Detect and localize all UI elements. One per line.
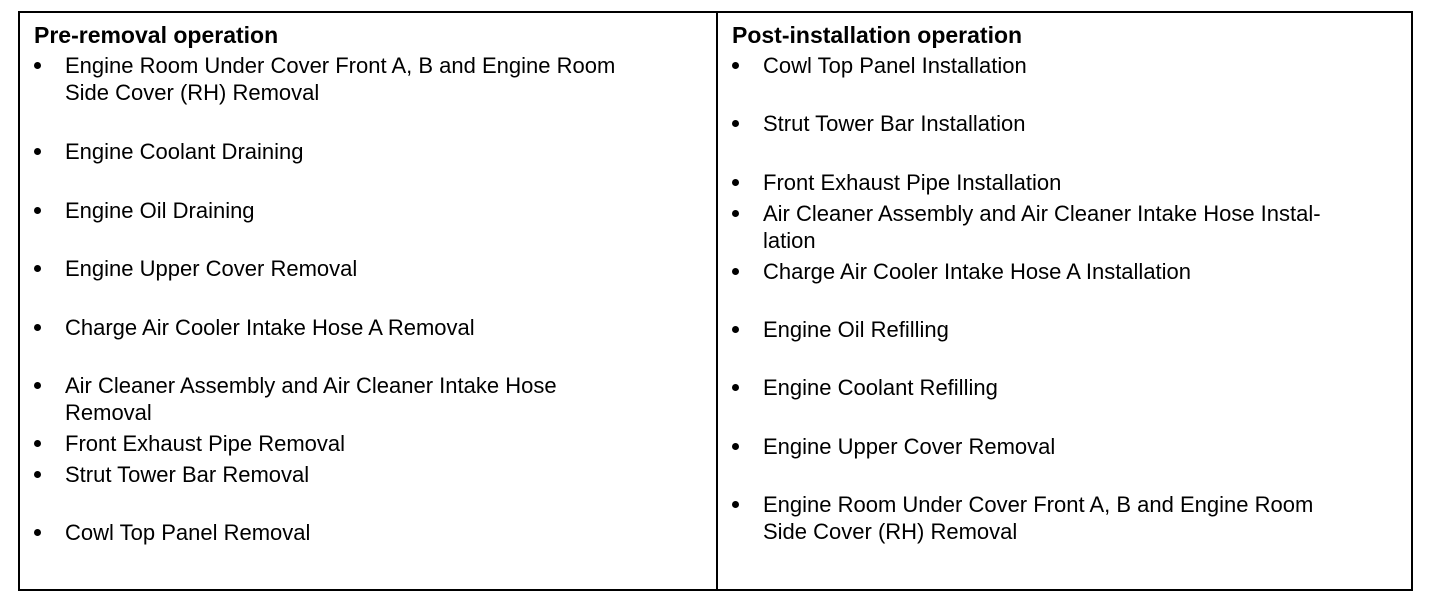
post-installation-item-4 — [732, 200, 1399, 254]
bullet-icon — [34, 148, 41, 155]
bullet-icon — [34, 62, 41, 69]
item-text: Air Cleaner Assembly and Air Cleaner Intake Hose — [65, 373, 557, 398]
item-text: Engine Room Under Cover Front A, B and Engine Room — [65, 53, 616, 78]
item-text: Charge Air Cooler Intake Hose A Removal — [65, 315, 475, 340]
bullet-icon — [34, 471, 41, 478]
bullet-icon — [34, 529, 41, 536]
pre-removal-item-4 — [34, 255, 704, 282]
item-text: Cowl Top Panel Removal — [65, 520, 311, 545]
post-installation-column — [718, 13, 1411, 589]
item-text: Strut Tower Bar Installation — [763, 111, 1026, 136]
pre-removal-item-2 — [34, 138, 704, 165]
post-installation-item-1 — [732, 52, 1399, 79]
bullet-icon — [732, 62, 739, 69]
bullet-icon — [732, 501, 739, 508]
operations-table — [18, 11, 1413, 591]
pre-removal-item-8 — [34, 461, 704, 488]
bullet-icon — [732, 268, 739, 275]
post-installation-heading: Post-installation operation — [732, 22, 1023, 48]
bullet-icon — [34, 207, 41, 214]
pre-removal-item-6 — [34, 372, 704, 426]
post-installation-item-3 — [732, 169, 1399, 196]
post-installation-item-2 — [732, 110, 1399, 137]
pre-removal-item-3 — [34, 197, 704, 224]
item-text: Engine Coolant Refilling — [763, 375, 998, 400]
bullet-icon — [732, 120, 739, 127]
pre-removal-item-7 — [34, 430, 704, 457]
pre-removal-item-9 — [34, 519, 704, 546]
item-text: Charge Air Cooler Intake Hose A Installation — [763, 259, 1192, 284]
bullet-icon — [34, 265, 41, 272]
item-text: Engine Coolant Draining — [65, 139, 304, 164]
bullet-icon — [34, 324, 41, 331]
bullet-icon — [732, 179, 739, 186]
item-text: Engine Room Under Cover Front A, B and Engine Room — [763, 492, 1314, 517]
item-text: Engine Upper Cover Removal — [763, 434, 1056, 459]
pre-removal-heading: Pre-removal operation — [34, 22, 279, 48]
pre-removal-column — [20, 13, 716, 589]
item-text: Cowl Top Panel Installation — [763, 53, 1027, 78]
item-text: Engine Oil Draining — [65, 198, 255, 223]
post-installation-item-6 — [732, 316, 1399, 343]
item-text: Strut Tower Bar Removal — [65, 462, 310, 487]
item-text-continued: Removal — [65, 400, 152, 425]
item-text-continued: lation — [763, 228, 816, 253]
post-installation-item-9 — [732, 491, 1399, 545]
item-text: Front Exhaust Pipe Installation — [763, 170, 1062, 195]
item-text: Engine Oil Refilling — [763, 317, 949, 342]
item-text-continued: Side Cover (RH) Removal — [763, 519, 1018, 544]
bullet-icon — [34, 440, 41, 447]
post-installation-item-8 — [732, 433, 1399, 460]
bullet-icon — [34, 382, 41, 389]
item-text-continued: Side Cover (RH) Removal — [65, 80, 320, 105]
item-text: Engine Upper Cover Removal — [65, 256, 358, 281]
pre-removal-item-5 — [34, 314, 704, 341]
post-installation-item-5 — [732, 258, 1399, 285]
bullet-icon — [732, 443, 739, 450]
item-text: Air Cleaner Assembly and Air Cleaner Intake Hose Instal- — [763, 201, 1321, 226]
pre-removal-item-1 — [34, 52, 704, 106]
post-installation-item-7 — [732, 374, 1399, 401]
bullet-icon — [732, 326, 739, 333]
bullet-icon — [732, 384, 739, 391]
bullet-icon — [732, 210, 739, 217]
item-text: Front Exhaust Pipe Removal — [65, 431, 346, 456]
